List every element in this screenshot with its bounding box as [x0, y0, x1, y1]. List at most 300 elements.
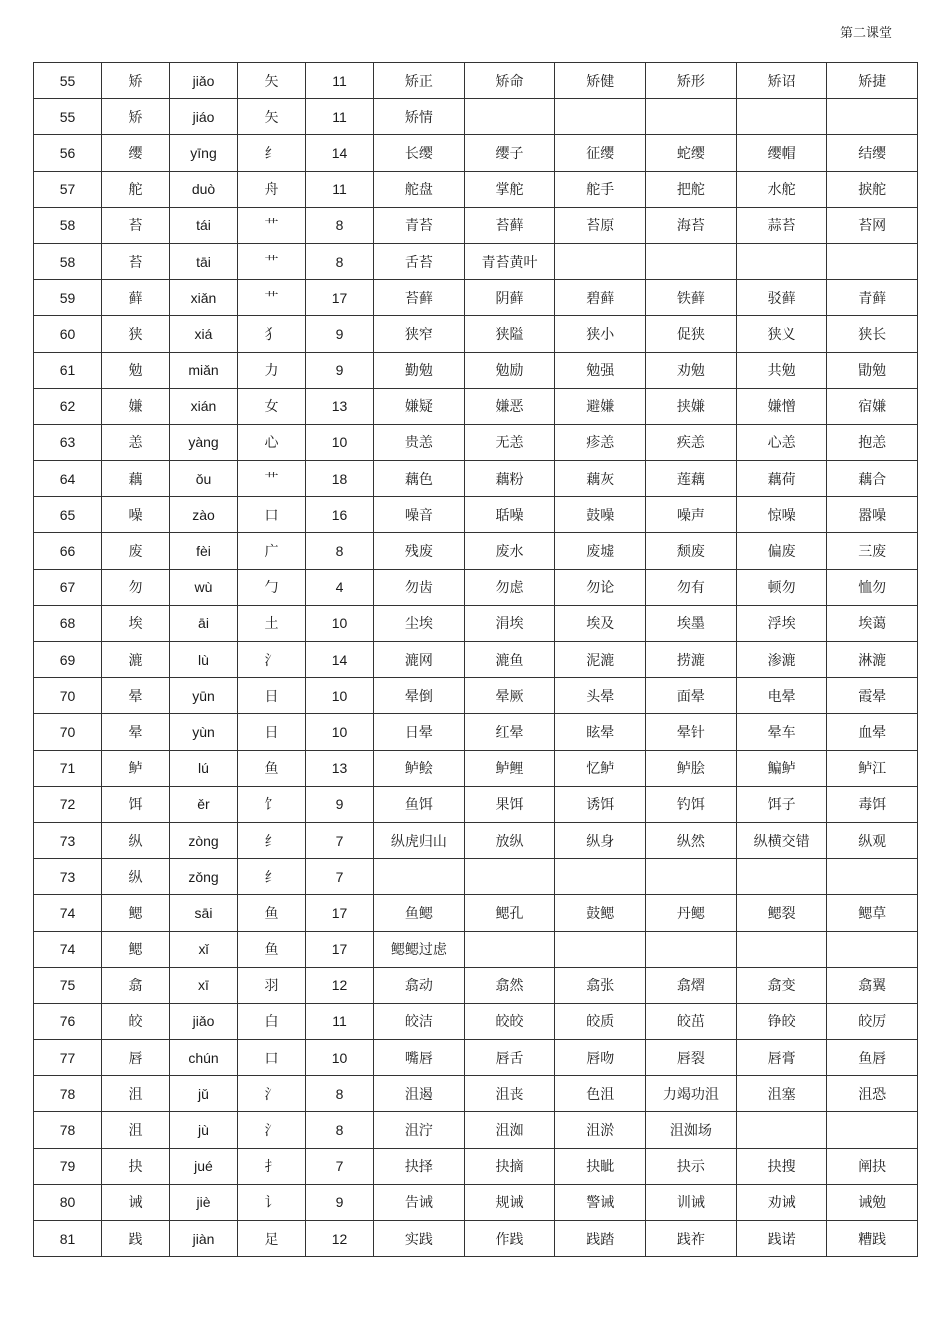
stroke-count-cell: 14	[306, 642, 374, 678]
radical-cell: 扌	[238, 1148, 306, 1184]
word-cell	[646, 99, 737, 135]
vocabulary-table-body	[34, 63, 918, 1257]
word-cell: 征缨	[555, 135, 646, 171]
entry-number-cell: 59	[34, 280, 102, 316]
character-cell: 晕	[102, 678, 170, 714]
word-cell: 疾恙	[646, 424, 737, 460]
entry-number-cell: 76	[34, 1003, 102, 1039]
word-cell: 漉鱼	[464, 642, 555, 678]
stroke-count-cell: 11	[306, 63, 374, 99]
word-cell: 纵然	[646, 822, 737, 858]
word-cell: 眩晕	[555, 714, 646, 750]
entry-number-cell: 63	[34, 424, 102, 460]
entry-number-cell: 73	[34, 859, 102, 895]
word-cell: 果饵	[464, 786, 555, 822]
word-cell: 结缨	[827, 135, 918, 171]
stroke-count-cell: 8	[306, 1076, 374, 1112]
radical-cell: 广	[238, 533, 306, 569]
radical-cell: 鱼	[238, 895, 306, 931]
table-row	[34, 1040, 918, 1076]
table-row	[34, 750, 918, 786]
word-cell: 皎皎	[464, 1003, 555, 1039]
word-cell	[646, 859, 737, 895]
pinyin-cell: xiá	[170, 316, 238, 352]
word-cell: 避嫌	[555, 388, 646, 424]
word-cell: 鼓噪	[555, 497, 646, 533]
table-row	[34, 497, 918, 533]
word-cell	[736, 99, 827, 135]
radical-cell: 日	[238, 678, 306, 714]
table-row	[34, 931, 918, 967]
character-cell: 抉	[102, 1148, 170, 1184]
stroke-count-cell: 8	[306, 243, 374, 279]
table-row	[34, 171, 918, 207]
word-cell	[736, 243, 827, 279]
word-cell: 鲈鲙	[374, 750, 465, 786]
table-row	[34, 63, 918, 99]
word-cell: 缨帽	[736, 135, 827, 171]
word-cell: 海苔	[646, 207, 737, 243]
character-cell: 勉	[102, 352, 170, 388]
word-cell: 藕粉	[464, 461, 555, 497]
stroke-count-cell: 17	[306, 931, 374, 967]
character-cell: 沮	[102, 1112, 170, 1148]
stroke-count-cell: 17	[306, 280, 374, 316]
pinyin-cell: lú	[170, 750, 238, 786]
word-cell: 践踏	[555, 1221, 646, 1257]
word-cell	[827, 859, 918, 895]
word-cell: 涓埃	[464, 605, 555, 641]
word-cell: 勿虑	[464, 569, 555, 605]
word-cell: 皎洁	[374, 1003, 465, 1039]
pinyin-cell: yīng	[170, 135, 238, 171]
word-cell: 狭长	[827, 316, 918, 352]
word-cell: 晕厥	[464, 678, 555, 714]
word-cell: 践诺	[736, 1221, 827, 1257]
word-cell: 鱼鳃	[374, 895, 465, 931]
word-cell: 皎质	[555, 1003, 646, 1039]
word-cell	[374, 859, 465, 895]
word-cell: 饵子	[736, 786, 827, 822]
pinyin-cell: jué	[170, 1148, 238, 1184]
radical-cell: 纟	[238, 135, 306, 171]
radical-cell: 力	[238, 352, 306, 388]
table-row	[34, 1148, 918, 1184]
word-cell: 勿有	[646, 569, 737, 605]
entry-number-cell: 60	[34, 316, 102, 352]
word-cell: 沮洳	[464, 1112, 555, 1148]
pinyin-cell: jǔ	[170, 1076, 238, 1112]
pinyin-cell: zào	[170, 497, 238, 533]
character-cell: 苔	[102, 207, 170, 243]
word-cell	[555, 931, 646, 967]
entry-number-cell: 62	[34, 388, 102, 424]
word-cell: 毒饵	[827, 786, 918, 822]
word-cell: 青苔黄叶	[464, 243, 555, 279]
character-cell: 噪	[102, 497, 170, 533]
entry-number-cell: 64	[34, 461, 102, 497]
word-cell: 沮洳场	[646, 1112, 737, 1148]
entry-number-cell: 73	[34, 822, 102, 858]
word-cell: 警诫	[555, 1184, 646, 1220]
stroke-count-cell: 9	[306, 786, 374, 822]
word-cell: 三废	[827, 533, 918, 569]
word-cell: 颓废	[646, 533, 737, 569]
table-row	[34, 424, 918, 460]
word-cell: 钓饵	[646, 786, 737, 822]
pinyin-cell: tāi	[170, 243, 238, 279]
word-cell: 碧藓	[555, 280, 646, 316]
table-row	[34, 461, 918, 497]
pinyin-cell: jù	[170, 1112, 238, 1148]
pinyin-cell: jiè	[170, 1184, 238, 1220]
stroke-count-cell: 13	[306, 388, 374, 424]
pinyin-cell: xī	[170, 967, 238, 1003]
stroke-count-cell: 11	[306, 1003, 374, 1039]
word-cell: 矫正	[374, 63, 465, 99]
radical-cell: 口	[238, 1040, 306, 1076]
word-cell: 偏废	[736, 533, 827, 569]
entry-number-cell: 78	[34, 1076, 102, 1112]
table-row	[34, 1221, 918, 1257]
table-row	[34, 316, 918, 352]
character-cell: 鳃	[102, 895, 170, 931]
stroke-count-cell: 10	[306, 678, 374, 714]
table-row	[34, 822, 918, 858]
character-cell: 缨	[102, 135, 170, 171]
radical-cell: 鱼	[238, 931, 306, 967]
character-cell: 勿	[102, 569, 170, 605]
character-cell: 矫	[102, 99, 170, 135]
pinyin-cell: sāi	[170, 895, 238, 931]
pinyin-cell: āi	[170, 605, 238, 641]
word-cell: 电晕	[736, 678, 827, 714]
word-cell: 唇裂	[646, 1040, 737, 1076]
word-cell: 放纵	[464, 822, 555, 858]
word-cell: 矫形	[646, 63, 737, 99]
word-cell: 苔网	[827, 207, 918, 243]
word-cell: 纵虎归山	[374, 822, 465, 858]
word-cell: 矫命	[464, 63, 555, 99]
word-cell: 沮塞	[736, 1076, 827, 1112]
character-cell: 沮	[102, 1076, 170, 1112]
table-row	[34, 786, 918, 822]
entry-number-cell: 74	[34, 931, 102, 967]
entry-number-cell: 58	[34, 243, 102, 279]
word-cell: 勉励	[464, 352, 555, 388]
radical-cell: 纟	[238, 822, 306, 858]
pinyin-cell: wù	[170, 569, 238, 605]
word-cell: 告诫	[374, 1184, 465, 1220]
radical-cell: 勹	[238, 569, 306, 605]
stroke-count-cell: 18	[306, 461, 374, 497]
character-cell: 埃	[102, 605, 170, 641]
word-cell: 矫捷	[827, 63, 918, 99]
radical-cell: 土	[238, 605, 306, 641]
word-cell: 鳃鳃过虑	[374, 931, 465, 967]
word-cell: 皎茁	[646, 1003, 737, 1039]
word-cell: 纵横交错	[736, 822, 827, 858]
stroke-count-cell: 7	[306, 1148, 374, 1184]
character-cell: 鳃	[102, 931, 170, 967]
word-cell: 残废	[374, 533, 465, 569]
word-cell: 勤勉	[374, 352, 465, 388]
word-cell: 舌苔	[374, 243, 465, 279]
word-cell: 鳃草	[827, 895, 918, 931]
word-cell: 捞漉	[646, 642, 737, 678]
word-cell: 鲈鲤	[464, 750, 555, 786]
entry-number-cell: 65	[34, 497, 102, 533]
word-cell: 渗漉	[736, 642, 827, 678]
character-cell: 矫	[102, 63, 170, 99]
entry-number-cell: 72	[34, 786, 102, 822]
word-cell: 抉摘	[464, 1148, 555, 1184]
word-cell: 藕荷	[736, 461, 827, 497]
stroke-count-cell: 4	[306, 569, 374, 605]
word-cell	[646, 931, 737, 967]
stroke-count-cell: 13	[306, 750, 374, 786]
word-cell: 沮丧	[464, 1076, 555, 1112]
table-row	[34, 1003, 918, 1039]
character-cell: 晕	[102, 714, 170, 750]
table-row	[34, 135, 918, 171]
word-cell: 劝勉	[646, 352, 737, 388]
word-cell: 皎厉	[827, 1003, 918, 1039]
word-cell: 沮淤	[555, 1112, 646, 1148]
pinyin-cell: zǒng	[170, 859, 238, 895]
word-cell: 晕针	[646, 714, 737, 750]
stroke-count-cell: 8	[306, 1112, 374, 1148]
word-cell: 浮埃	[736, 605, 827, 641]
word-cell: 矫健	[555, 63, 646, 99]
entry-number-cell: 70	[34, 678, 102, 714]
pinyin-cell: jiǎo	[170, 1003, 238, 1039]
entry-number-cell: 68	[34, 605, 102, 641]
word-cell	[464, 99, 555, 135]
word-cell: 贵恙	[374, 424, 465, 460]
word-cell: 促狭	[646, 316, 737, 352]
word-cell	[827, 99, 918, 135]
word-cell: 唇膏	[736, 1040, 827, 1076]
radical-cell: 氵	[238, 1112, 306, 1148]
word-cell: 水舵	[736, 171, 827, 207]
word-cell: 色沮	[555, 1076, 646, 1112]
word-cell: 废墟	[555, 533, 646, 569]
pinyin-cell: zòng	[170, 822, 238, 858]
word-cell: 沮泞	[374, 1112, 465, 1148]
word-cell	[555, 859, 646, 895]
word-cell	[827, 931, 918, 967]
character-cell: 皎	[102, 1003, 170, 1039]
word-cell: 舵手	[555, 171, 646, 207]
word-cell: 长缨	[374, 135, 465, 171]
word-cell: 糟践	[827, 1221, 918, 1257]
word-cell: 苔藓	[464, 207, 555, 243]
radical-cell: 纟	[238, 859, 306, 895]
radical-cell: 氵	[238, 1076, 306, 1112]
word-cell: 唇舌	[464, 1040, 555, 1076]
entry-number-cell: 81	[34, 1221, 102, 1257]
stroke-count-cell: 17	[306, 895, 374, 931]
word-cell: 抉择	[374, 1148, 465, 1184]
word-cell: 抉示	[646, 1148, 737, 1184]
word-cell: 驳藓	[736, 280, 827, 316]
word-cell: 唇吻	[555, 1040, 646, 1076]
pinyin-cell: fèi	[170, 533, 238, 569]
word-cell: 无恙	[464, 424, 555, 460]
stroke-count-cell: 11	[306, 171, 374, 207]
radical-cell: 氵	[238, 642, 306, 678]
table-row	[34, 280, 918, 316]
word-cell: 嘴唇	[374, 1040, 465, 1076]
word-cell: 埃及	[555, 605, 646, 641]
word-cell: 翕变	[736, 967, 827, 1003]
table-row	[34, 714, 918, 750]
stroke-count-cell: 10	[306, 714, 374, 750]
stroke-count-cell: 11	[306, 99, 374, 135]
word-cell: 狭小	[555, 316, 646, 352]
radical-cell: 口	[238, 497, 306, 533]
word-cell: 勿齿	[374, 569, 465, 605]
word-cell	[827, 1112, 918, 1148]
stroke-count-cell: 16	[306, 497, 374, 533]
pinyin-cell: ǒu	[170, 461, 238, 497]
radical-cell: 羽	[238, 967, 306, 1003]
entry-number-cell: 66	[34, 533, 102, 569]
word-cell: 阴藓	[464, 280, 555, 316]
table-row	[34, 967, 918, 1003]
word-cell: 践祚	[646, 1221, 737, 1257]
word-cell: 鱼唇	[827, 1040, 918, 1076]
entry-number-cell: 71	[34, 750, 102, 786]
pinyin-cell: miǎn	[170, 352, 238, 388]
word-cell: 鳃孔	[464, 895, 555, 931]
pinyin-cell: yàng	[170, 424, 238, 460]
word-cell: 翕熠	[646, 967, 737, 1003]
pinyin-cell: jiáo	[170, 99, 238, 135]
entry-number-cell: 79	[34, 1148, 102, 1184]
word-cell: 勖勉	[827, 352, 918, 388]
word-cell: 藕合	[827, 461, 918, 497]
word-cell: 藕色	[374, 461, 465, 497]
table-row	[34, 533, 918, 569]
character-cell: 废	[102, 533, 170, 569]
pinyin-cell: yùn	[170, 714, 238, 750]
word-cell: 噪音	[374, 497, 465, 533]
character-cell: 鲈	[102, 750, 170, 786]
table-row	[34, 1076, 918, 1112]
stroke-count-cell: 10	[306, 424, 374, 460]
stroke-count-cell: 8	[306, 533, 374, 569]
pinyin-cell: xiǎn	[170, 280, 238, 316]
word-cell: 缨子	[464, 135, 555, 171]
table-row	[34, 352, 918, 388]
word-cell: 狭义	[736, 316, 827, 352]
radical-cell: 鱼	[238, 750, 306, 786]
entry-number-cell: 67	[34, 569, 102, 605]
word-cell: 共勉	[736, 352, 827, 388]
word-cell: 诱饵	[555, 786, 646, 822]
entry-number-cell: 77	[34, 1040, 102, 1076]
entry-number-cell: 57	[34, 171, 102, 207]
pinyin-cell: duò	[170, 171, 238, 207]
word-cell: 蒜苔	[736, 207, 827, 243]
table-row	[34, 642, 918, 678]
pinyin-cell: yūn	[170, 678, 238, 714]
stroke-count-cell: 10	[306, 1040, 374, 1076]
character-cell: 饵	[102, 786, 170, 822]
word-cell: 尘埃	[374, 605, 465, 641]
word-cell: 作践	[464, 1221, 555, 1257]
character-cell: 诫	[102, 1184, 170, 1220]
table-row	[34, 99, 918, 135]
word-cell: 掌舵	[464, 171, 555, 207]
word-cell: 晕倒	[374, 678, 465, 714]
radical-cell: 讠	[238, 1184, 306, 1220]
word-cell: 力竭功沮	[646, 1076, 737, 1112]
entry-number-cell: 75	[34, 967, 102, 1003]
word-cell: 纵身	[555, 822, 646, 858]
word-cell: 嚣噪	[827, 497, 918, 533]
stroke-count-cell: 7	[306, 859, 374, 895]
entry-number-cell: 70	[34, 714, 102, 750]
table-row	[34, 207, 918, 243]
stroke-count-cell: 10	[306, 605, 374, 641]
word-cell: 训诫	[646, 1184, 737, 1220]
word-cell: 红晕	[464, 714, 555, 750]
entry-number-cell: 56	[34, 135, 102, 171]
entry-number-cell: 61	[34, 352, 102, 388]
word-cell: 劝诫	[736, 1184, 827, 1220]
word-cell: 翕张	[555, 967, 646, 1003]
pinyin-cell: jiǎo	[170, 63, 238, 99]
character-cell: 唇	[102, 1040, 170, 1076]
pinyin-cell: lù	[170, 642, 238, 678]
character-cell: 嫌	[102, 388, 170, 424]
word-cell: 嫌憎	[736, 388, 827, 424]
word-cell: 鳊鲈	[736, 750, 827, 786]
word-cell: 鲈脍	[646, 750, 737, 786]
word-cell: 翕动	[374, 967, 465, 1003]
word-cell	[736, 1112, 827, 1148]
word-cell: 矫诏	[736, 63, 827, 99]
radical-cell: 艹	[238, 243, 306, 279]
radical-cell: 舟	[238, 171, 306, 207]
word-cell: 埃墨	[646, 605, 737, 641]
word-cell: 翕然	[464, 967, 555, 1003]
word-cell: 嫌恶	[464, 388, 555, 424]
word-cell: 青苔	[374, 207, 465, 243]
word-cell: 鱼饵	[374, 786, 465, 822]
word-cell: 挟嫌	[646, 388, 737, 424]
word-cell: 宿嫌	[827, 388, 918, 424]
vocabulary-table	[33, 62, 918, 1257]
word-cell: 蛇缨	[646, 135, 737, 171]
table-row	[34, 243, 918, 279]
entry-number-cell: 74	[34, 895, 102, 931]
entry-number-cell: 55	[34, 99, 102, 135]
table-row	[34, 1184, 918, 1220]
word-cell: 把舵	[646, 171, 737, 207]
word-cell: 铁藓	[646, 280, 737, 316]
page-header-title: 第二课堂	[839, 26, 892, 41]
radical-cell: 艹	[238, 461, 306, 497]
entry-number-cell: 78	[34, 1112, 102, 1148]
entry-number-cell: 69	[34, 642, 102, 678]
word-cell: 莲藕	[646, 461, 737, 497]
pinyin-cell: tái	[170, 207, 238, 243]
word-cell: 泥漉	[555, 642, 646, 678]
